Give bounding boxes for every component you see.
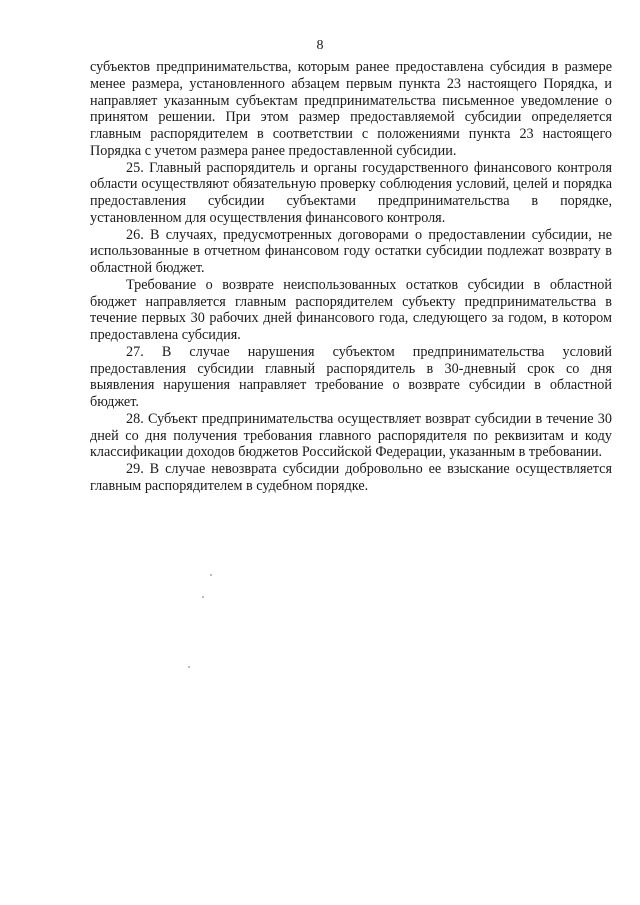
scan-speck — [202, 596, 204, 598]
paragraph: 28. Субъект предпринимательства осуществляет возврат субсидии в течение 30 дней со дня получения требования главного распорядителя по реквизитам и коду классификации доходов бюджетов Российской Федерации, указанным в требовании. — [90, 410, 612, 461]
paragraph: 25. Главный распорядитель и органы государственного финансового контроля области осуществляют обязательную проверку соблюдения условий, целей и порядка предоставления субсидии субъектами предпринимательства в порядке, установленном для осуществления финансового контроля. — [90, 159, 612, 226]
document-body — [90, 59, 612, 495]
paragraph: 29. В случае невозврата субсидии добровольно ее взыскание осуществляется главным распорядителем в судебном порядке. — [90, 461, 612, 494]
scan-speck — [210, 574, 212, 576]
scan-speck — [188, 666, 190, 668]
paragraph: 26. В случаях, предусмотренных договорами о предоставлении субсидии, не использованные в отчетном финансовом году остатки субсидии подлежат возврату в областной бюджет. — [90, 226, 612, 276]
paragraph: субъектов предпринимательства, которым ранее предоставлена субсидия в размере менее размера, установленного абзацем первым пункта 23 настоящего Порядка, и направляет указанным субъектам предпринимательства письменное уведомление о принятом решении. При этом размер предоставляемой субсидии определяется главным распорядителем в соответствии с положениями пункта 23 настоящего Порядка с учетом размера ранее предоставленной субсидии. — [90, 59, 612, 159]
paragraph: 27. В случае нарушения субъектом предпринимательства условий предоставления субсидии главный распорядитель в 30-дневный срок со дня выявления нарушения направляет требование о возврате субсидии в областной бюджет. — [90, 343, 612, 410]
page-number: 8 — [316, 38, 324, 53]
paragraph: Требование о возврате неиспользованных остатков субсидии в областной бюджет направляется главным распорядителем субъекту предпринимательства в течение первых 30 рабочих дней финансового года, следующего за годом, в котором предоставлена субсидия. — [90, 276, 612, 343]
